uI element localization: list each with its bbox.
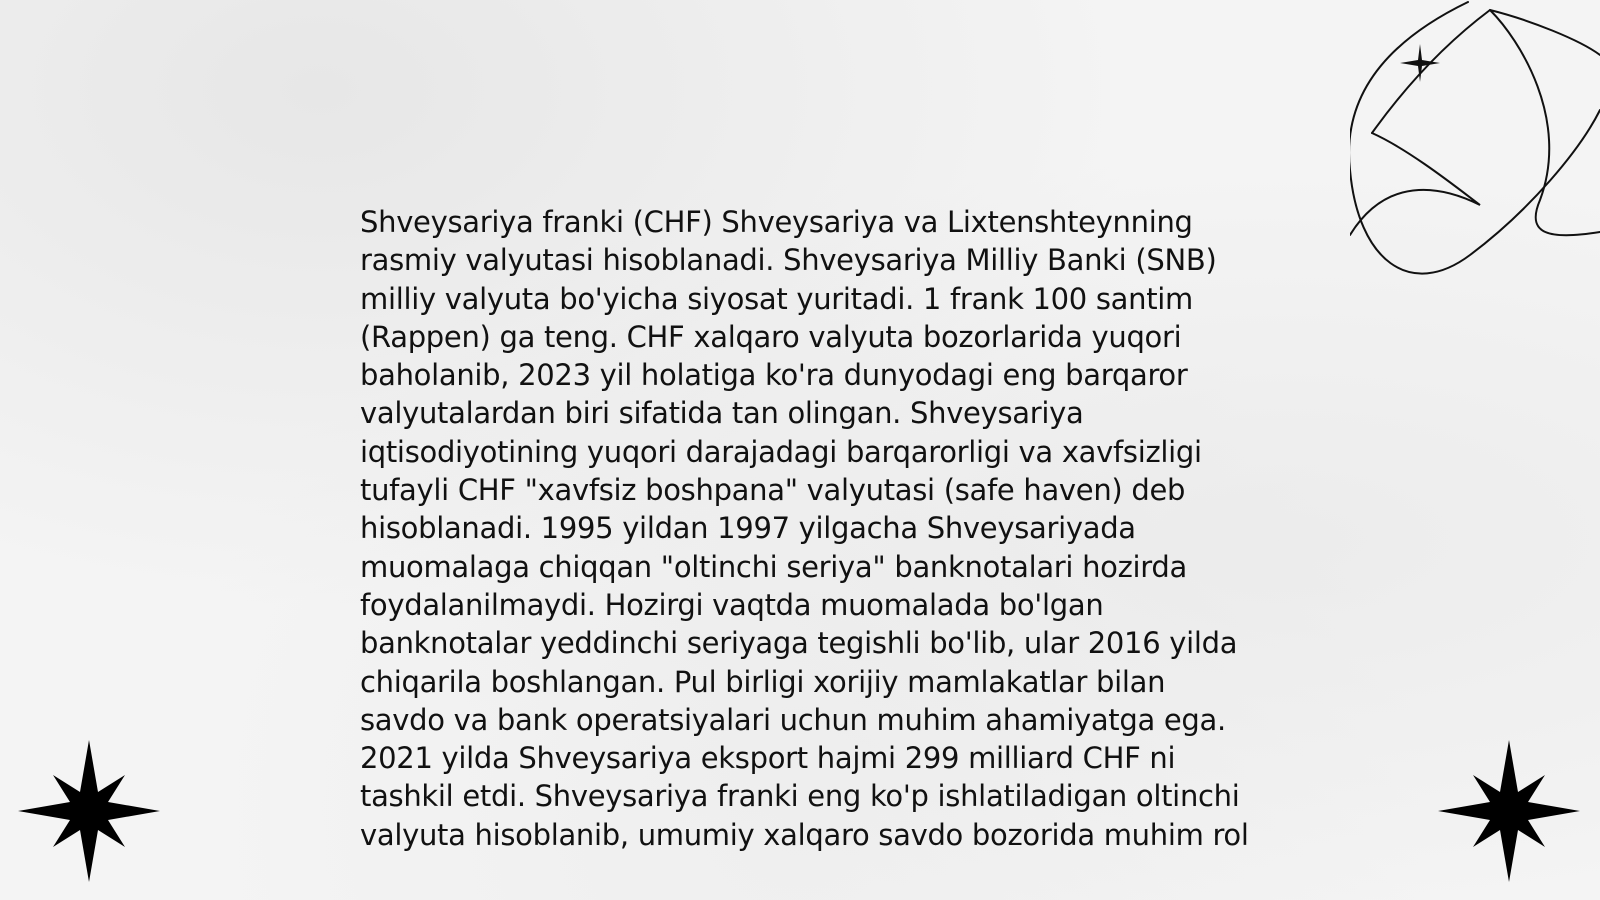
body-paragraph: Shveysariya franki (CHF) Shveysariya va Lixtenshteynning rasmiy valyutasi hisoblanadi. Shveysariya Milliy Banki (SNB) milliy valyuta bo'yicha siyosat yuritadi. 1 frank 100 santim (Rappen) ga teng. CHF xalqaro valyuta bozorlarida yuqori baholanib, 2023 yil holatiga ko'ra dunyodagi eng barqaror valyutalardan biri sifatida tan olingan. Shveysariya iqtisodiyotining yuqori darajadagi barqarorligi va xavfsizligi tufayli CHF "xavfsiz boshpana" valyutasi (safe haven) deb hisoblanadi. 1995 yildan 1997 yilgacha Shveysariyada muomalaga chiqqan "oltinchi seriya" banknotalari hozirda foydalanilmaydi. Hozirgi vaqtda muomalada bo'lgan banknotalar yeddinchi seriyaga tegishli bo'lib, ular 2016 yilda chiqarila boshlangan. Pul birligi xorijiy mamlakatlar bilan savdo va bank operatsiyalari uchun muhim ahamiyatga ega. 2021 yilda Shveysariya eksport hajmi 299 milliard CHF ni tashkil etdi. Shveysariya franki eng ko'p ishlatiladigan oltinchi valyuta hisoblanib, umumiy xalqaro savdo bozorida muhim rol <box>360 205 1249 852</box>
orbit-line-art-icon <box>1350 0 1600 290</box>
sparkle-icon <box>1400 44 1440 82</box>
four-point-star-icon <box>1438 740 1580 882</box>
four-point-star-icon <box>18 740 160 882</box>
